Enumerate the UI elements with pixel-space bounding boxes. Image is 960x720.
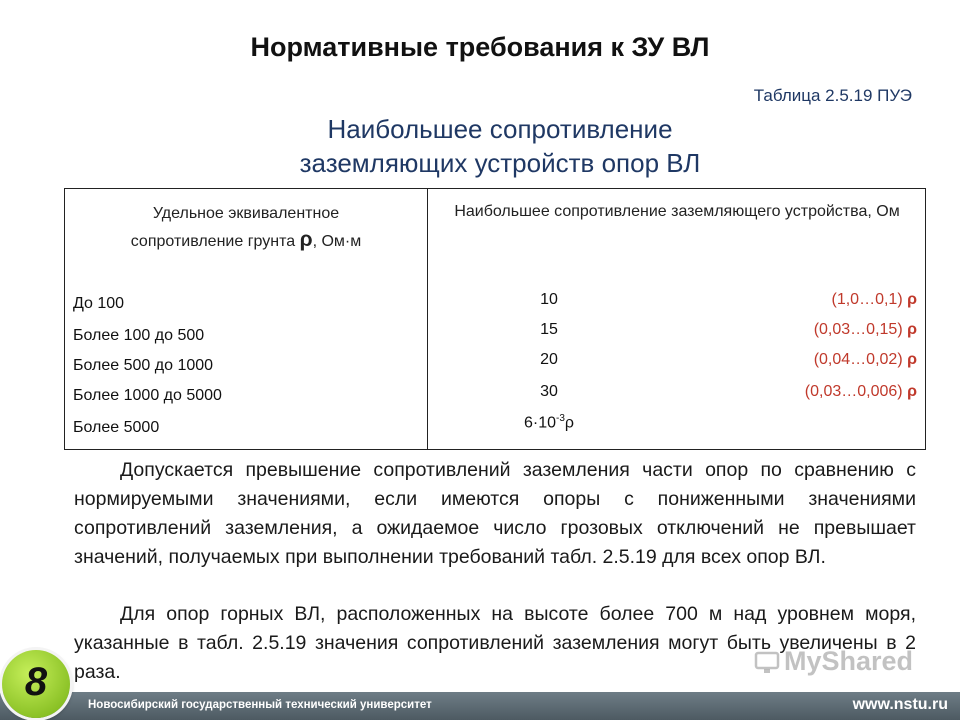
soil-header-unit: , Ом·м [312,233,362,250]
resistance-range [832,291,918,309]
resistance-column-header: Наибольшее сопротивление заземляющего устройства, Ом [454,203,900,220]
resistance-value: 15 [540,321,558,338]
paragraph-1-text: Допускается превышение сопротивлений заземления части опор по сравнению с нормируемыми значениями, если имеются опоры с пониженными значениями сопротивлений заземления, а ожидаемое число грозовых отключений не превышает значений, получаемых при выполнении требований табл. 2.5.19 для всех опор ВЛ. [74,459,916,568]
range-rho: ρ [907,321,917,338]
table-caption [190,112,810,180]
resistance-table [64,188,926,450]
resistance-value-formula [429,413,669,432]
resistance-column [429,189,925,449]
resistance-value: 20 [540,351,558,368]
resistance-value: 10 [540,291,558,308]
soil-header-text: сопротивление грунта [130,233,300,250]
resistance-range [814,321,917,339]
range-rho: ρ [907,291,917,308]
column-divider [427,189,428,449]
resistance-range [805,383,917,401]
range-text: (0,03…0,006) [804,383,903,400]
soil-row: До 100 [73,295,125,312]
paragraph-exceeding [74,456,916,572]
range-text: (0,03…0,15) [813,321,903,338]
slide-number-badge [2,650,70,718]
rho-symbol: ρ [299,228,313,251]
slide-number: 8 [24,660,48,704]
table-reference: Таблица 2.5.19 ПУЭ [753,86,912,105]
soil-header-line-1: Удельное эквивалентное [152,205,340,222]
formula-exponent: -3 [556,413,565,424]
range-text: (0,04…0,02) [813,351,903,368]
slide-title: Нормативные требования к ЗУ ВЛ [250,32,710,62]
footer-university: Новосибирский государственный технический университет [88,699,432,711]
soil-row: Более 500 до 1000 [73,357,214,374]
footer-bar [0,692,960,720]
paragraph-2-text: Для опор горных ВЛ, расположенных на высоте более 700 м над уровнем моря, указанные в табл. 2.5.19 значения сопротивлений заземления могут быть увеличены в 2 раза. [74,603,916,683]
soil-column-header [65,201,427,255]
range-rho: ρ [907,383,917,400]
watermark: MyShared [784,646,914,676]
footer-website-link[interactable]: www.nstu.ru [852,696,948,713]
soil-row: Более 5000 [73,419,160,436]
soil-header-line-2 [65,227,427,255]
range-rho: ρ [907,351,917,368]
formula-rho: ρ [564,414,575,432]
soil-column [65,189,427,449]
range-text: (1,0…0,1) [831,291,903,308]
monitor-icon [754,650,780,676]
caption-line-1: Наибольшее сопротивление [327,114,673,144]
resistance-value: 30 [540,383,558,400]
caption-line-2: заземляющих устройств опор ВЛ [299,148,701,178]
soil-row: Более 1000 до 5000 [73,387,222,404]
soil-row: Более 100 до 500 [73,327,205,344]
formula-base: 6·10 [523,414,556,432]
resistance-range [814,351,917,369]
